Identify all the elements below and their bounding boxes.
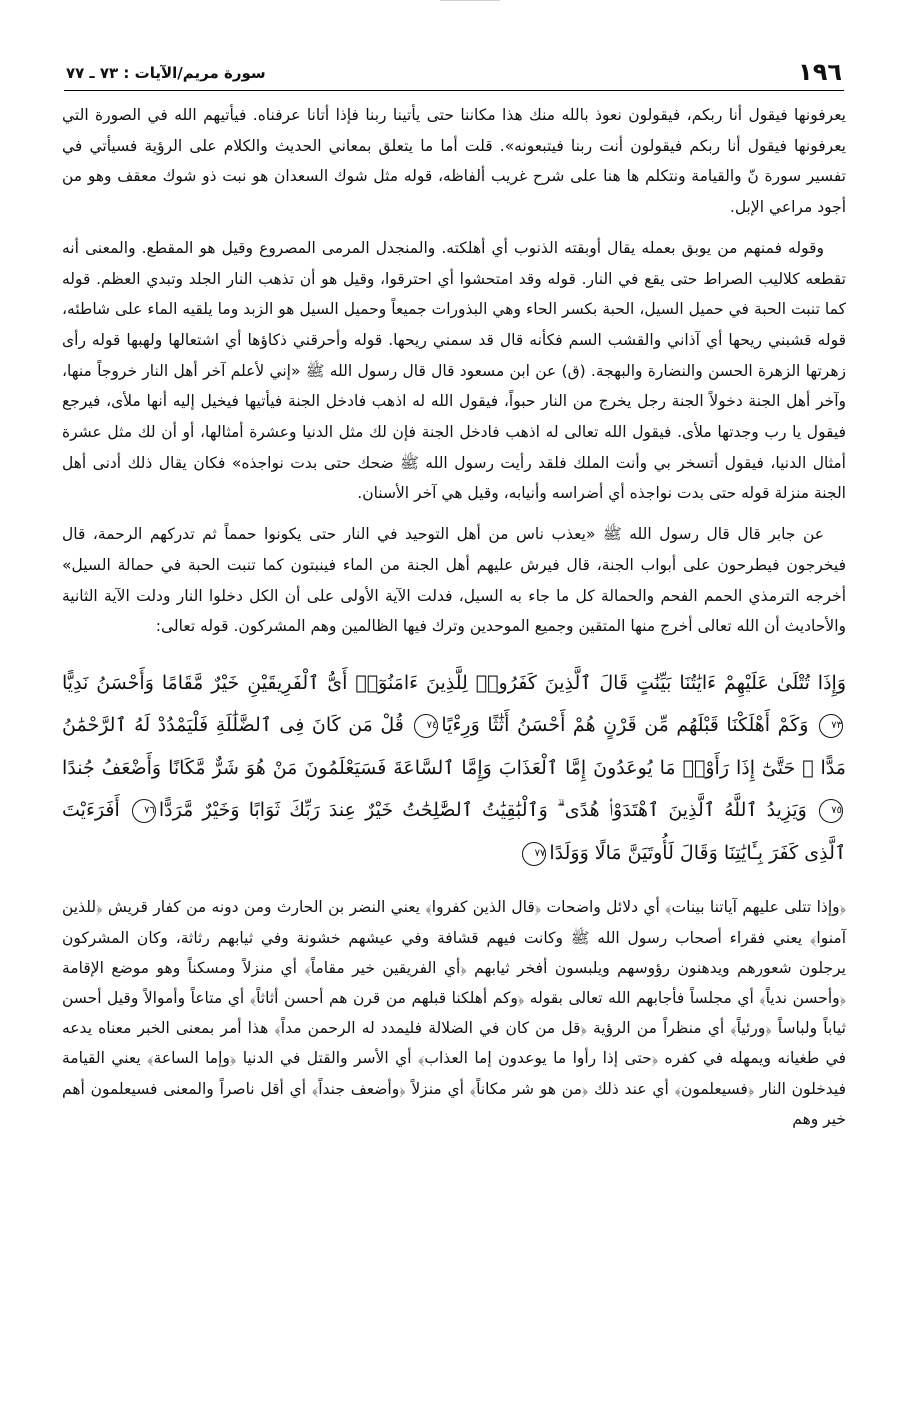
ayah-number-marker: ٧٧ (522, 842, 546, 866)
page-body (62, 100, 846, 1144)
ayah-number-marker: ٧٣ (819, 714, 843, 738)
paragraph: وقوله فمنهم من يوبق بعمله يقال أوبقته الذنوب أي أهلكته. والمنجدل المرمى المصروع وقيل هو المقطع. والمعنى أنه تقطعه كلاليب الصراط حتى يقع في النار. قوله وقد امتحشوا أي احترقوا، وقيل هو أن تذهب النار الجلد وتبدي العظم. قوله كما تنبت الحبة في حميل السيل، الحبة بكسر الحاء وهي البذورات جميعاً وحميل السيل هو الزبد وما يلقيه الماء على شاطئه، قوله قشبني ريحها أي آذاني والقشب السم فكأنه قال قد سمني ريحها. قوله وأحرقني ذكاؤها أي اشتعالها ولهبها قوله رأى زهرتها الزهرة الحسن والنضارة والبهجة. (ق) عن ابن مسعود قال قال رسول الله ﷺ «إني لأعلم آخر أهل النار خروجاً منها، وآخر أهل الجنة دخولاً الجنة رجل يخرج من النار حبواً، فيقول الله له اذهب فادخل الجنة فيأتيها فيخيل إليه أنها ملأى، فيرجع فيقول يا رب وجدتها ملأى. فيقول الله تعالى له اذهب فادخل الجنة فإن لك مثل الدنيا وعشرة أمثالها، أو أن لك مثل عشرة أمثال الدنيا، فيقول أتسخر بي وأنت الملك فلقد رأيت رسول الله ﷺ ضحك حتى بدت نواجذه» فكان يقال ذلك أدنى أهل الجنة منزلة قوله حتى بدت نواجذه أي أضراسه وأنيابه، وقيل هي آخر الأسنان. (62, 238, 846, 503)
verse-text: قُلْ مَن كَانَ فِى ٱلضَّلَٰلَةِ فَلْيَمْدُدْ لَهُ ٱلرَّحْمَٰنُ مَدًّا ۚ حَتَّىٰٓ إِذَا رَأَوْا۟ مَا يُوعَدُونَ إِمَّا ٱلْعَذَابَ وَإِمَّا ٱلسَّاعَةَ فَسَيَعْلَمُونَ مَنْ هُوَ شَرٌّ مَّكَانًا وَأَضْعَفُ جُندًا (62, 714, 846, 779)
page-number: ١٩٦ (798, 58, 842, 86)
paragraph: عن جابر قال قال رسول الله ﷺ «يعذب ناس من أهل التوحيد في النار حتى يكونوا حمماً ثم تدركهم الرحمة، قال فيخرجون فيطرحون على أبواب الجنة، قال فيرش عليهم أهل الجنة من الماء فينبتون كما تنبت الحبة في حمالة السيل» أخرجه الترمذي الحمم الفحم والحمالة كل ما جاء به السيل، فدلت الآية الأولى على أن الكل دخلوا النار ودلت الآية الثانية والأحاديث أن الله تعالى أخرج منها المتقين وجميع الموحدين وترك فيها الظالمين وهم المشركون. قوله تعالى: (62, 525, 846, 636)
commentary-paragraph: ﴿وإذا تتلى عليهم آياتنا بينات﴾ أي دلائل واضحات ﴿قال الذين كفروا﴾ يعني النضر بن الحارث ومن دونه من كفار قريش ﴿للذين آمنوا﴾ يعني فقراء أصحاب رسول الله ﷺ وكانت فيهم قشافة وفي عيشهم خشونة وفي ثيابهم رثاثة، وكان المشركون يرجلون شعورهم ويدهنون رؤوسهم ويلبسون أفخر ثيابهم ﴿أي الفريقين خير مقاماً﴾ أي منزلاً ومسكناً وهو موضع الإقامة ﴿وأحسن ندياً﴾ أي مجلساً فأجابهم الله تعالى بقوله ﴿وكم أهلكنا قبلهم من قرن هم أحسن أثاثاً﴾ أي متاعاً وأموالاً وقيل أحسن ثياباً ولباساً ﴿ورئياً﴾ أي منظراً من الرؤية ﴿قل من كان في الضلالة فليمدد له الرحمن مداً﴾ هذا أمر بمعنى الخبر معناه يدعه في طغيانه ويمهله في كفره ﴿حتى إذا رأوا ما يوعدون إما العذاب﴾ أي الأسر والقتل في الدنيا ﴿وإما الساعة﴾ يعني القيامة فيدخلون النار ﴿فسيعلمون﴾ أي عند ذلك ﴿من هو شر مكاناً﴾ أي منزلاً ﴿وأضعف جنداً﴾ أي أقل ناصراً والمعنى فسيعلمون أهم خير وهم (62, 898, 846, 1128)
page-header (64, 58, 844, 91)
scan-edge-mark (440, 0, 500, 9)
paragraph: يعرفونها فيقول أنا ربكم، فيقولون نعوذ بالله منك هذا مكاننا حتى يأتينا ربنا فإذا أتانا عرفناه. فيأتيهم الله في الصورة التي يعرفونها فيقول أنا ربكم فيقولون أنت ربنا فيتبعونه». قلت أما ما يتعلق بمعاني الحديث والكلام على الرؤية فسيأتي في تفسير سورة نّ والقيامة ونتكلم ها هنا على شرح غريب ألفاظه، قوله مثل شوك السعدان هو نبت ذو شوك معقف وهو من أجود مراعي الإبل. (62, 106, 846, 217)
ayah-number-marker: ٧٤ (414, 714, 438, 738)
verse-text: وَكَمْ أَهْلَكْنَا قَبْلَهُم مِّن قَرْنٍ هُمْ أَحْسَنُ أَثَٰثًا وَرِءْيًا (441, 714, 809, 737)
verse-text: وَيَزِيدُ ٱللَّهُ ٱلَّذِينَ ٱهْتَدَوْا۟ هُدًى ۗ وَٱلْبَٰقِيَٰتُ ٱلصَّٰلِحَٰتُ خَيْرٌ عِندَ رَبِّكَ ثَوَابًا وَخَيْرٌ مَّرَدًّا (158, 799, 807, 822)
running-title: سورة مريم/الآيات : ٧٣ ـ ٧٧ (66, 64, 266, 82)
ayah-number-marker: ٧٥ (819, 799, 843, 823)
verse-text: وَإِذَا تُتْلَىٰ عَلَيْهِمْ ءَايَٰتُنَا بَيِّنَٰتٍ قَالَ ٱلَّذِينَ كَفَرُوا۟ لِلَّذِينَ ءَامَنُوٓا۟ أَىُّ ٱلْفَرِيقَيْنِ خَيْرٌ مَّقَامًا وَأَحْسَنُ نَدِيًّا (62, 671, 846, 694)
quran-verses (62, 656, 846, 875)
verse-text: أَفَرَءَيْتَ ٱلَّذِى كَفَرَ بِـَٔايَٰتِنَا وَقَالَ لَأُوتَيَنَّ مَالًا وَوَلَدًا (62, 799, 846, 864)
ayah-number-marker: ٧٦ (132, 799, 156, 823)
